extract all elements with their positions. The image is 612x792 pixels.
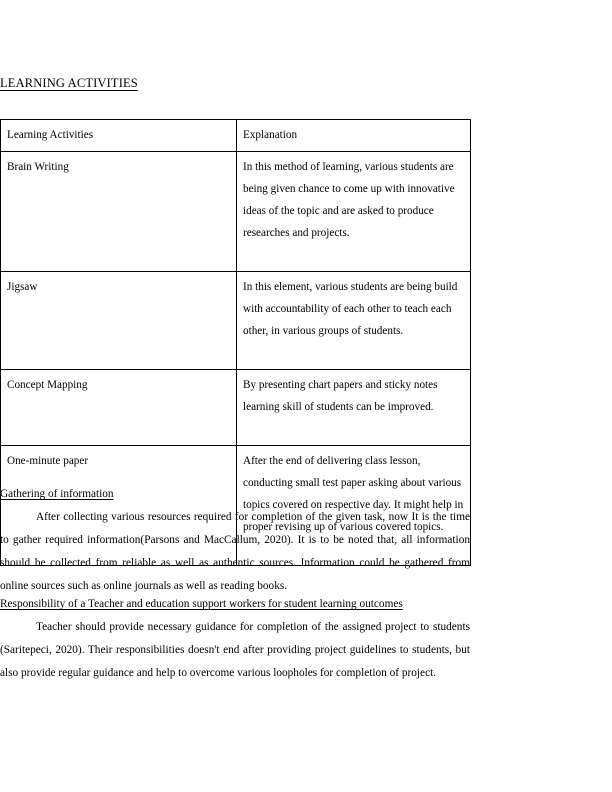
table-row [1, 152, 471, 272]
page-title: LEARNING ACTIVITIES [0, 76, 138, 90]
section-paragraph: After collecting various resources required for completion of the given task, now It is the time to gather required information(Parsons and MacCallum, 2020). It is to be noted that, all information should be collected from reliable as well as authentic sources. Information could be gathered from online sources such as online journals as well as reading books. [0, 511, 470, 592]
section-gathering-of-information [0, 482, 470, 598]
cell-activity-explanation: In this method of learning, various students are being given chance to come up with innovative ideas of the topic and are asked to produce researches and projects. [237, 152, 471, 272]
cell-activity-explanation: By presenting chart papers and sticky notes learning skill of students can be improved. [237, 370, 471, 446]
table-header-row [1, 120, 471, 152]
table-row [1, 370, 471, 446]
column-header-activity: Learning Activities [1, 120, 237, 152]
section-teacher-responsibility [0, 592, 470, 685]
column-header-explanation: Explanation [237, 120, 471, 152]
table-row [1, 272, 471, 370]
section-heading: Responsibility of a Teacher and education support workers for student learning outcomes [0, 598, 403, 610]
section-heading-wrap [0, 592, 470, 615]
cell-activity-explanation: In this element, various students are being build with accountability of each other to teach each other, in various groups of students. [237, 272, 471, 370]
cell-activity-name: Concept Mapping [1, 370, 237, 446]
cell-activity-name: Jigsaw [1, 272, 237, 370]
cell-activity-name: Brain Writing [1, 152, 237, 272]
cell-activity-name: One-minute paper [1, 446, 237, 566]
section-heading-wrap [0, 482, 470, 505]
section-paragraph: Teacher should provide necessary guidance for completion of the assigned project to students (Saritepeci, 2020). Their responsibilities doesn't end after providing project guidelines to students, but also provide regular guidance and help to overcome various loopholes for completion of project. [0, 621, 470, 679]
section-heading: Gathering of information [0, 488, 114, 500]
cell-activity-explanation: After the end of delivering class lesson, conducting small test paper asking about various topics covered on respective day. It might help in proper revising up of various covered topics. [237, 446, 471, 566]
